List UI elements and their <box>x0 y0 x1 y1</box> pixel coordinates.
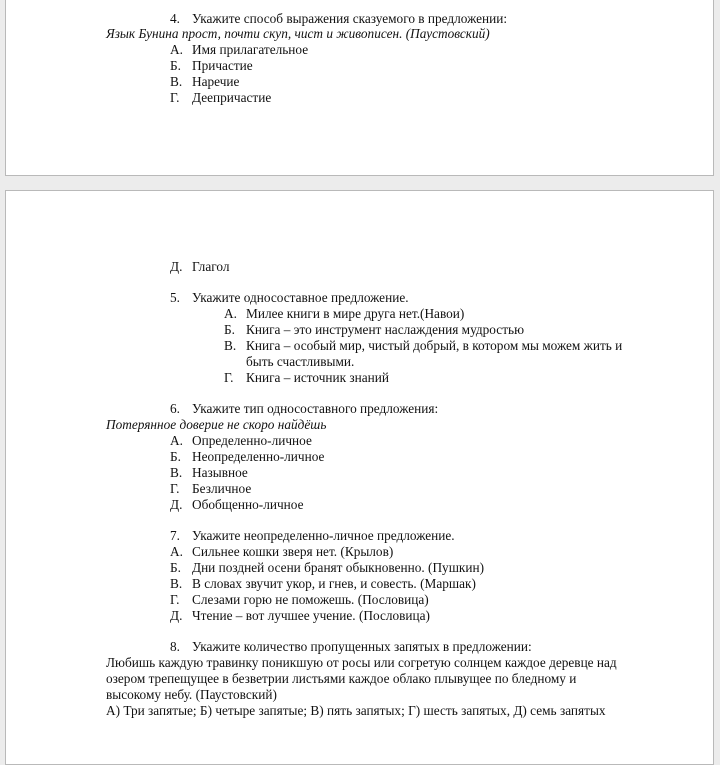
option-letter: А. <box>170 544 183 559</box>
question-number: 4. <box>170 11 180 26</box>
option-text: Обобщенно-личное <box>192 497 304 512</box>
question-text-line: Любишь каждую травинку поникшую от росы или согретую солнцем каждое деревце над <box>106 655 617 670</box>
option-letter: Д. <box>170 497 183 512</box>
question-number: 8. <box>170 639 180 654</box>
option-letter: В. <box>170 74 183 89</box>
option-letter: Б. <box>170 560 181 575</box>
question-number: 5. <box>170 290 180 305</box>
question-prompt: Укажите неопределенно-личное предложение. <box>192 528 455 543</box>
question-prompt: Укажите тип односоставного предложения: <box>192 401 439 416</box>
option-text: Наречие <box>192 74 240 89</box>
document-page-2 <box>5 190 714 765</box>
option-text: Определенно-личное <box>192 433 312 448</box>
option-text: Деепричастие <box>192 90 272 105</box>
option-letter: Д. <box>170 259 183 274</box>
question-number: 7. <box>170 528 180 543</box>
option-letter: А. <box>224 306 237 321</box>
question-text-line: высокому небу. (Паустовский) <box>106 687 277 702</box>
option-letter: Г. <box>224 370 234 385</box>
option-text: Книга – источник знаний <box>246 370 390 385</box>
document-page-1 <box>5 0 714 176</box>
option-letter: Г. <box>170 592 180 607</box>
option-text: Сильнее кошки зверя нет. (Крылов) <box>192 544 394 559</box>
option-text: Имя прилагательное <box>192 42 309 57</box>
option-letter: А. <box>170 433 183 448</box>
option-text: Милее книги в мире друга нет.(Навои) <box>246 306 465 321</box>
option-letter: Г. <box>170 481 180 496</box>
option-text: Причастие <box>192 58 253 73</box>
option-letter: Б. <box>170 58 181 73</box>
option-text: В словах звучит укор, и гнев, и совесть. (Маршак) <box>192 576 476 591</box>
option-letter: Д. <box>170 608 183 623</box>
question-prompt: Укажите количество пропущенных запятых в предложении: <box>192 639 532 654</box>
question-prompt: Укажите способ выражения сказуемого в предложении: <box>192 11 508 26</box>
option-text: Безличное <box>192 481 252 496</box>
option-letter: Г. <box>170 90 180 105</box>
option-text: Слезами горю не поможешь. (Пословица) <box>192 592 429 607</box>
option-text: Глагол <box>192 259 230 274</box>
option-text: Дни поздней осени бранят обыкновенно. (Пушкин) <box>192 560 485 575</box>
option-letter: В. <box>224 338 237 353</box>
question-sentence: Потерянное доверие не скоро найдёшь <box>106 417 327 432</box>
answer-options: А) Три запятые; Б) четыре запятые; В) пять запятых; Г) шесть запятых, Д) семь запятых <box>106 703 606 718</box>
question-number: 6. <box>170 401 180 416</box>
option-text: Книга – это инструмент наслаждения мудростью <box>246 322 525 337</box>
option-letter: Б. <box>170 449 181 464</box>
option-letter: В. <box>170 576 183 591</box>
option-text-continued: быть счастливыми. <box>246 354 355 369</box>
option-letter: В. <box>170 465 183 480</box>
option-text: Книга – особый мир, чистый добрый, в котором мы можем жить и <box>246 338 623 353</box>
option-letter: Б. <box>224 322 235 337</box>
option-text: Чтение – вот лучшее учение. (Пословица) <box>192 608 430 623</box>
question-prompt: Укажите односоставное предложение. <box>192 290 409 305</box>
option-text: Назывное <box>192 465 248 480</box>
option-letter: А. <box>170 42 183 57</box>
option-text: Неопределенно-личное <box>192 449 325 464</box>
question-text-line: озером трепещущее в безветрии листьями каждое облако плывущее по бледному и <box>106 671 577 686</box>
question-sentence: Язык Бунина прост, почти скуп, чист и живописен. (Паустовский) <box>106 26 490 41</box>
